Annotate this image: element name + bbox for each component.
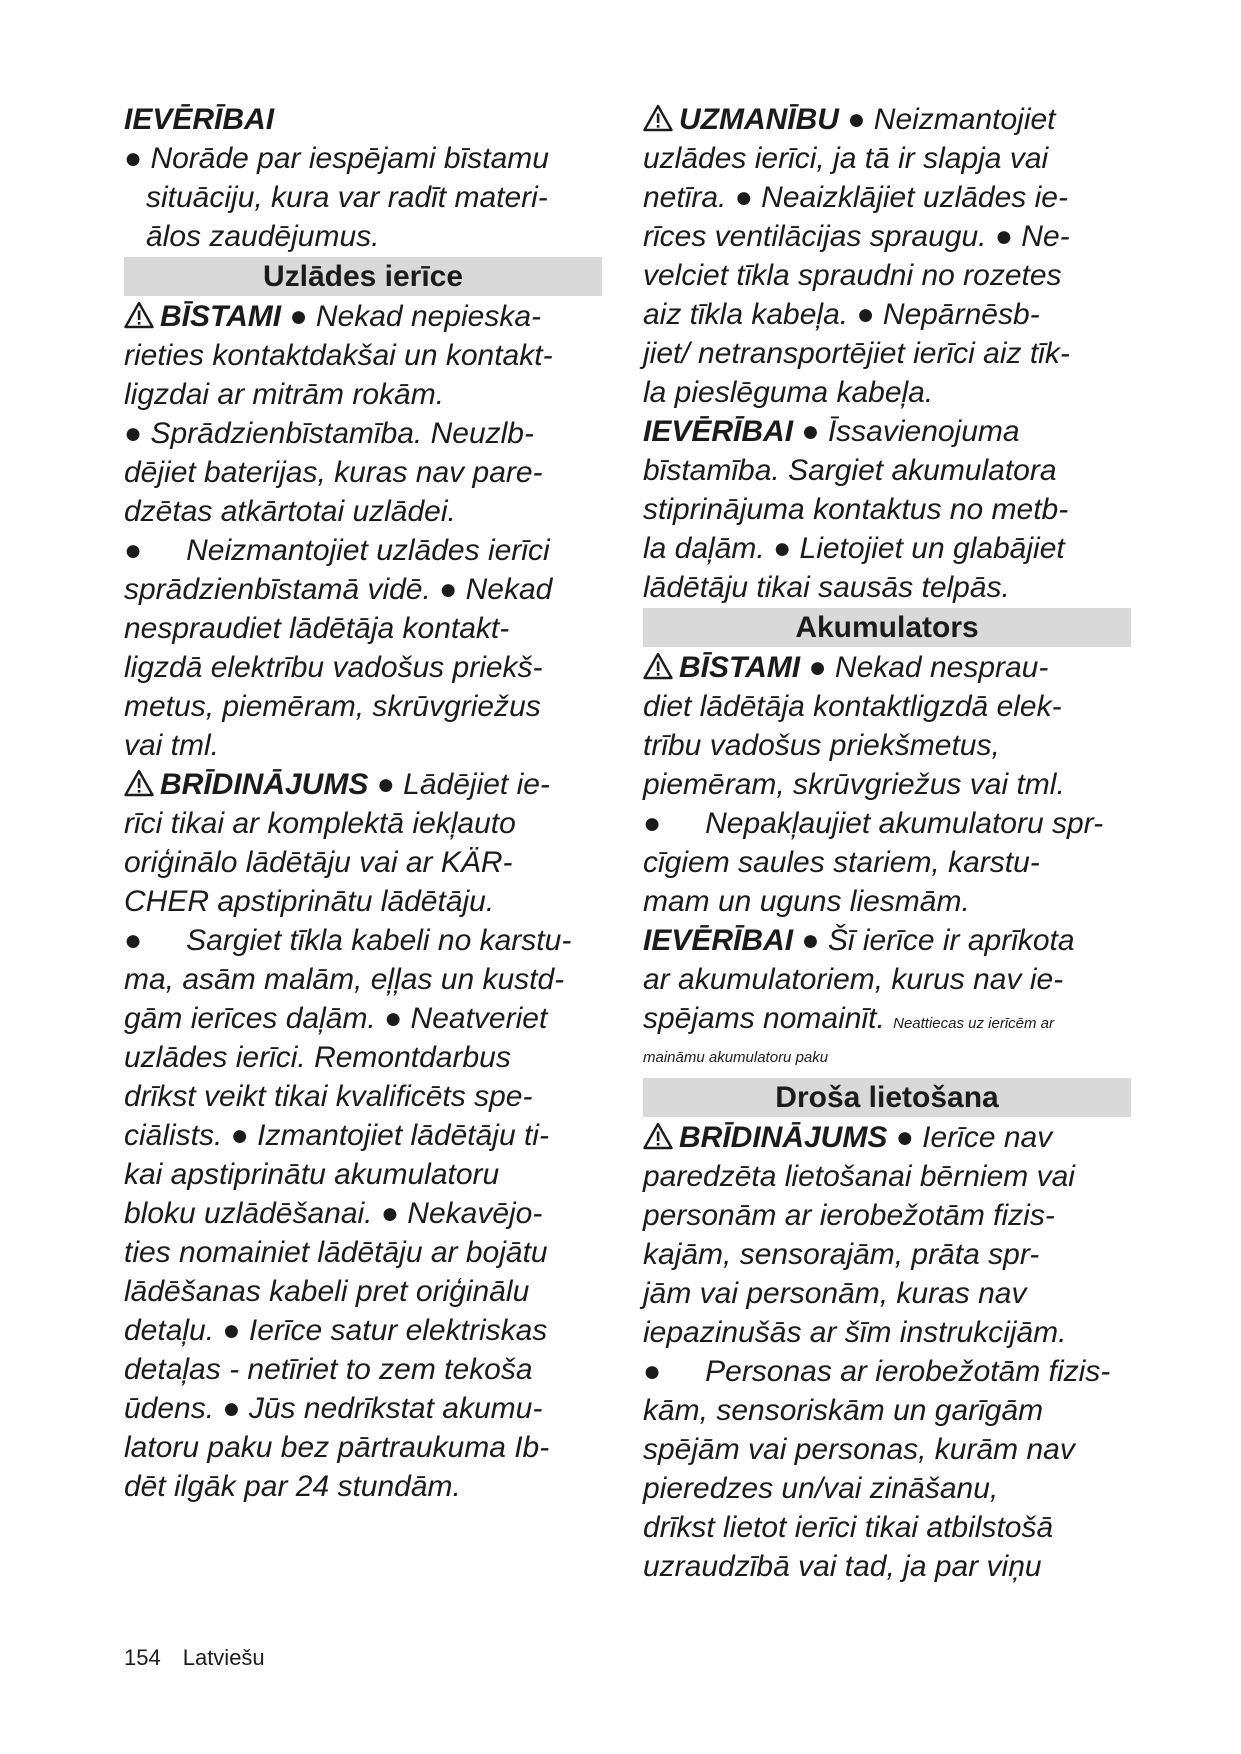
notice-label: IEVĒRĪBAI (643, 415, 794, 448)
text-span: ● Lādējiet ie- (368, 768, 550, 801)
page-number: 154 (124, 1645, 161, 1670)
text-line: pieredzes un/vai zināšanu, (643, 1472, 999, 1505)
text-line: detaļu. ● Ierīce satur elektriskas (124, 1314, 548, 1347)
danger-label: BĪSTAMI (679, 651, 801, 684)
text-line: la daļām. ● Lietojiet un glabājiet (643, 532, 1065, 565)
text-line: ālos zaudējumus. (146, 220, 380, 253)
bullet: ● (124, 534, 143, 567)
text-line (643, 1118, 1131, 1157)
page-footer (124, 1644, 265, 1672)
text-line: oriģinālo lādētāju vai ar KÄR- (124, 846, 513, 879)
text-line: velciet tīkla spraudni no rozetes (643, 259, 1062, 292)
text-line: diet lādētāja kontaktligzdā elek- (643, 690, 1062, 723)
charger-section-text (124, 297, 602, 1506)
text-span: Neizmantojiet uzlādes ierīci (186, 534, 550, 567)
text-line: bloku uzlādēšanai. ● Nekavējo- (124, 1197, 543, 1230)
text-span: ● Nekad nepieska- (281, 300, 542, 333)
text-line: ar akumulatoriem, kurus nav ie- (643, 963, 1064, 996)
notice-label: IEVĒRĪBAI (643, 924, 794, 957)
warning-triangle-icon (643, 652, 673, 680)
text-line (643, 921, 1131, 960)
text-line: drīkst veikt tikai kvalificēts spe- (124, 1080, 533, 1113)
text-line: dējiet baterijas, kuras nav pare- (124, 456, 543, 489)
text-line (643, 1352, 1131, 1391)
warning-label: BRĪDINĀJUMS (160, 768, 369, 801)
text-line: ma, asām malām, eļļas un kustd- (124, 963, 565, 996)
text-line: paredzēta lietošanai bērniem vai (643, 1160, 1075, 1193)
warning-triangle-icon (124, 769, 154, 797)
section-heading-battery: Akumulators (643, 608, 1131, 647)
text-line (643, 804, 1131, 843)
text-line: ligzdai ar mitrām rokām. (124, 378, 445, 411)
text-line: uzlādes ierīci, ja tā ir slapja vai (643, 142, 1049, 175)
notice-heading: IEVĒRĪBAI (124, 103, 275, 136)
footer-language: Latviešu (182, 1645, 265, 1670)
text-line: ciālists. ● Izmantojiet lādētāju ti- (124, 1119, 549, 1152)
text-line: latoru paku bez pārtraukuma Ib- (124, 1431, 550, 1464)
text-span: ● Nekad nesprau- (800, 651, 1049, 684)
text-line (124, 531, 602, 570)
text-line: jām vai personām, kuras nav (643, 1277, 1027, 1310)
text-line (124, 765, 602, 804)
text-line: trību vadošus priekšmetus, (643, 729, 1000, 762)
text-line: lādēšanas kabeli pret oriģinālu (124, 1275, 530, 1308)
text-line: la pieslēguma kabeļa. (643, 376, 934, 409)
warning-triangle-icon (124, 301, 154, 329)
text-line: piemēram, skrūvgriežus vai tml. (643, 768, 1065, 801)
text-line: ūdens. ● Jūs nedrīkstat akumu- (124, 1392, 543, 1425)
text-line: personām ar ierobežotām fizis- (643, 1199, 1055, 1232)
bullet: ● (124, 924, 143, 957)
text-line: ligzdā elektrību vadošus priekš- (124, 651, 543, 684)
text-line: iepazinušās ar šīm instrukcijām. (643, 1316, 1067, 1349)
text-line: gām ierīces daļām. ● Neatveriet (124, 1002, 548, 1035)
small-note: maināmu akumulatoru paku (643, 1049, 829, 1066)
text-line: spējām vai personas, kurām nav (643, 1433, 1075, 1466)
notice-text (124, 139, 602, 256)
warning-triangle-icon (643, 104, 673, 132)
caution-label: UZMANĪBU (679, 103, 839, 136)
text-line: kām, sensoriskām un garīgām (643, 1394, 1044, 1427)
text-line: rieties kontaktdakšai un kontakt- (124, 339, 553, 372)
text-line: kai apstiprinātu akumulatoru (124, 1158, 500, 1191)
small-note: Neattiecas uz ierīcēm ar (893, 1015, 1055, 1032)
text-line (643, 100, 1131, 139)
text-span: ● Ierīce nav (887, 1121, 1053, 1154)
text-span: spējams nomainīt. (643, 1002, 894, 1035)
bullet: ● (643, 807, 662, 840)
text-line: stiprinājuma kontaktus no metb- (643, 493, 1069, 526)
text-line: metus, piemēram, skrūvgriežus (124, 690, 541, 723)
text-line (124, 297, 602, 336)
text-line: bīstamība. Sargiet akumulatora (643, 454, 1057, 487)
left-column (124, 100, 602, 1506)
text-line: uzlādes ierīci. Remontdarbus (124, 1041, 511, 1074)
text-line: jiet/ netransportējiet ierīci aiz tīk- (643, 337, 1070, 370)
text-span: Nepakļaujiet akumulatoru spr- (705, 807, 1104, 840)
text-span: ● Īssavienojuma (793, 415, 1020, 448)
text-line (643, 412, 1131, 451)
text-line (643, 648, 1131, 687)
text-line: situāciju, kura var radīt materi- (146, 181, 548, 214)
text-line: aiz tīkla kabeļa. ● Nepārnēsb- (643, 298, 1040, 331)
text-span: Sargiet tīkla kabeli no karstu- (186, 924, 572, 957)
text-line: dzētas atkārtotai uzlādei. (124, 495, 456, 528)
text-line: ties nomainiet lādētāju ar bojātu (124, 1236, 548, 1269)
text-line: ● Sprādzienbīstamība. Neuzlb- (124, 417, 534, 450)
text-span: ● Neizmantojiet (838, 103, 1056, 136)
text-line (643, 999, 1131, 1038)
warning-label: BRĪDINĀJUMS (679, 1121, 888, 1154)
text-span: ● Šī ierīce ir aprīkota (793, 924, 1075, 957)
text-line: netīra. ● Neaizklājiet uzlādes ie- (643, 181, 1068, 214)
text-line: cīgiem saules stariem, karstu- (643, 846, 1040, 879)
section-heading-charger: Uzlādes ierīce (124, 257, 602, 296)
text-line: rīces ventilācijas spraugu. ● Ne- (643, 220, 1070, 253)
text-line: nespraudiet lādētāja kontakt- (124, 612, 510, 645)
section-heading-safe-use: Droša lietošana (643, 1078, 1131, 1117)
text-line: drīkst lietot ierīci tikai atbilstošā (643, 1511, 1054, 1544)
text-line: detaļas - netīriet to zem tekoša (124, 1353, 533, 1386)
text-line: dēt ilgāk par 24 stundām. (124, 1470, 461, 1503)
text-line: ● Norāde par iespējami bīstamu (124, 142, 549, 175)
text-line: rīci tikai ar komplektā iekļauto (124, 807, 516, 840)
text-line: sprādzienbīstamā vidē. ● Nekad (124, 573, 553, 606)
danger-label: BĪSTAMI (160, 300, 282, 333)
text-line (124, 921, 602, 960)
text-line: uzraudzībā vai tad, ja par viņu (643, 1550, 1042, 1583)
text-line: kajām, sensorajām, prāta spr- (643, 1238, 1040, 1271)
text-line: mam un uguns liesmām. (643, 885, 970, 918)
text-line: vai tml. (124, 729, 220, 762)
text-span: Personas ar ierobežotām fizis- (705, 1355, 1111, 1388)
text-line: lādētāju tikai sausās telpās. (643, 571, 1010, 604)
bullet: ● (643, 1355, 662, 1388)
text-line: CHER apstiprinātu lādētāju. (124, 885, 495, 918)
right-column (643, 100, 1131, 1586)
warning-triangle-icon (643, 1122, 673, 1150)
